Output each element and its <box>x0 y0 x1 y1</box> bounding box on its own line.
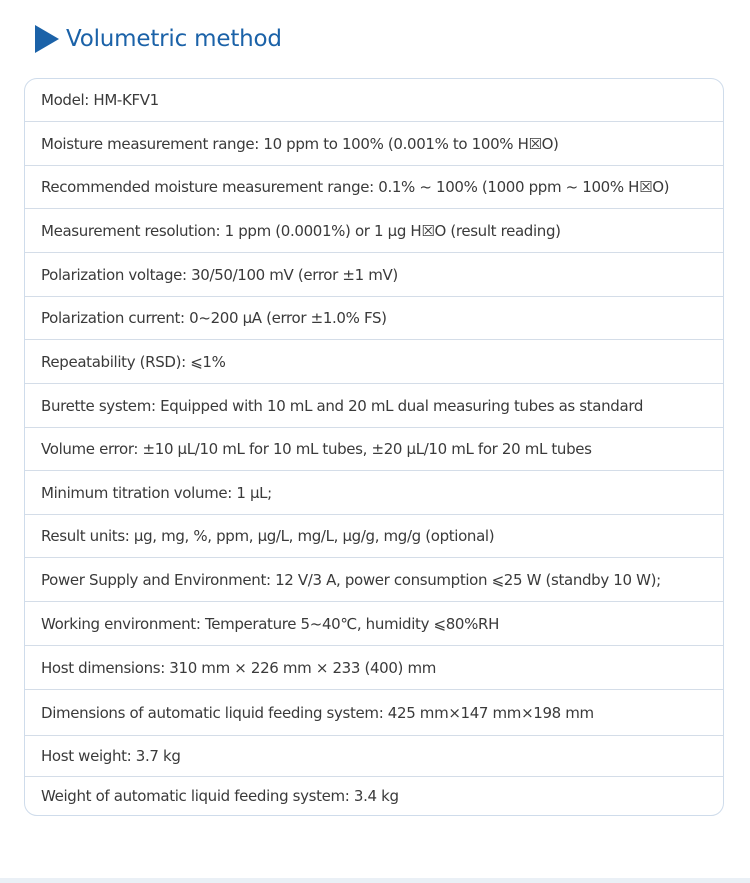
spec-row-burette-system: Burette system: Equipped with 10 mL and 20 mL dual measuring tubes as standard <box>25 384 723 428</box>
spec-row-host-dimensions: Host dimensions: 310 mm × 226 mm × 233 (400) mm <box>25 646 723 690</box>
spec-row-working-environment: Working environment: Temperature 5~40℃, humidity ⩽80%RH <box>25 602 723 646</box>
spec-row-feeding-system-weight: Weight of automatic liquid feeding system: 3.4 kg <box>41 787 399 805</box>
spec-row-polarization-current: Polarization current: 0~200 μA (error ±1.0% FS) <box>25 297 723 340</box>
page-title: Volumetric method <box>66 26 282 52</box>
spec-row-resolution: Measurement resolution: 1 ppm (0.0001%) or 1 μg H☒O (result reading) <box>25 209 723 253</box>
spec-row-power-supply: Power Supply and Environment: 12 V/3 A, power consumption ⩽25 W (standby 10 W); <box>25 558 723 602</box>
spec-row-volume-error: Volume error: ±10 μL/10 mL for 10 mL tubes, ±20 μL/10 mL for 20 mL tubes <box>25 428 723 471</box>
footer-divider <box>0 878 750 883</box>
spec-row-polarization-voltage: Polarization voltage: 30/50/100 mV (error ±1 mV) <box>25 253 723 297</box>
spec-row-feeding-system-dimensions: Dimensions of automatic liquid feeding system: 425 mm×147 mm×198 mm <box>25 690 723 736</box>
spec-table <box>24 78 724 816</box>
spec-row-result-units: Result units: μg, mg, %, ppm, μg/L, mg/L, μg/g, mg/g (optional) <box>25 515 723 558</box>
spec-row-recommended-range: Recommended moisture measurement range: 0.1% ~ 100% (1000 ppm ~ 100% H☒O) <box>25 166 723 209</box>
spec-row-host-weight: Host weight: 3.7 kg <box>25 736 723 777</box>
spec-row-measurement-range: Moisture measurement range: 10 ppm to 100% (0.001% to 100% H☒O) <box>25 122 723 166</box>
section-heading <box>34 22 282 56</box>
spec-row-min-titration-volume: Minimum titration volume: 1 μL; <box>25 471 723 515</box>
spec-row-model: Model: HM-KFV1 <box>25 79 723 122</box>
spec-row-repeatability: Repeatability (RSD): ⩽1% <box>25 340 723 384</box>
play-triangle-icon <box>34 24 60 54</box>
